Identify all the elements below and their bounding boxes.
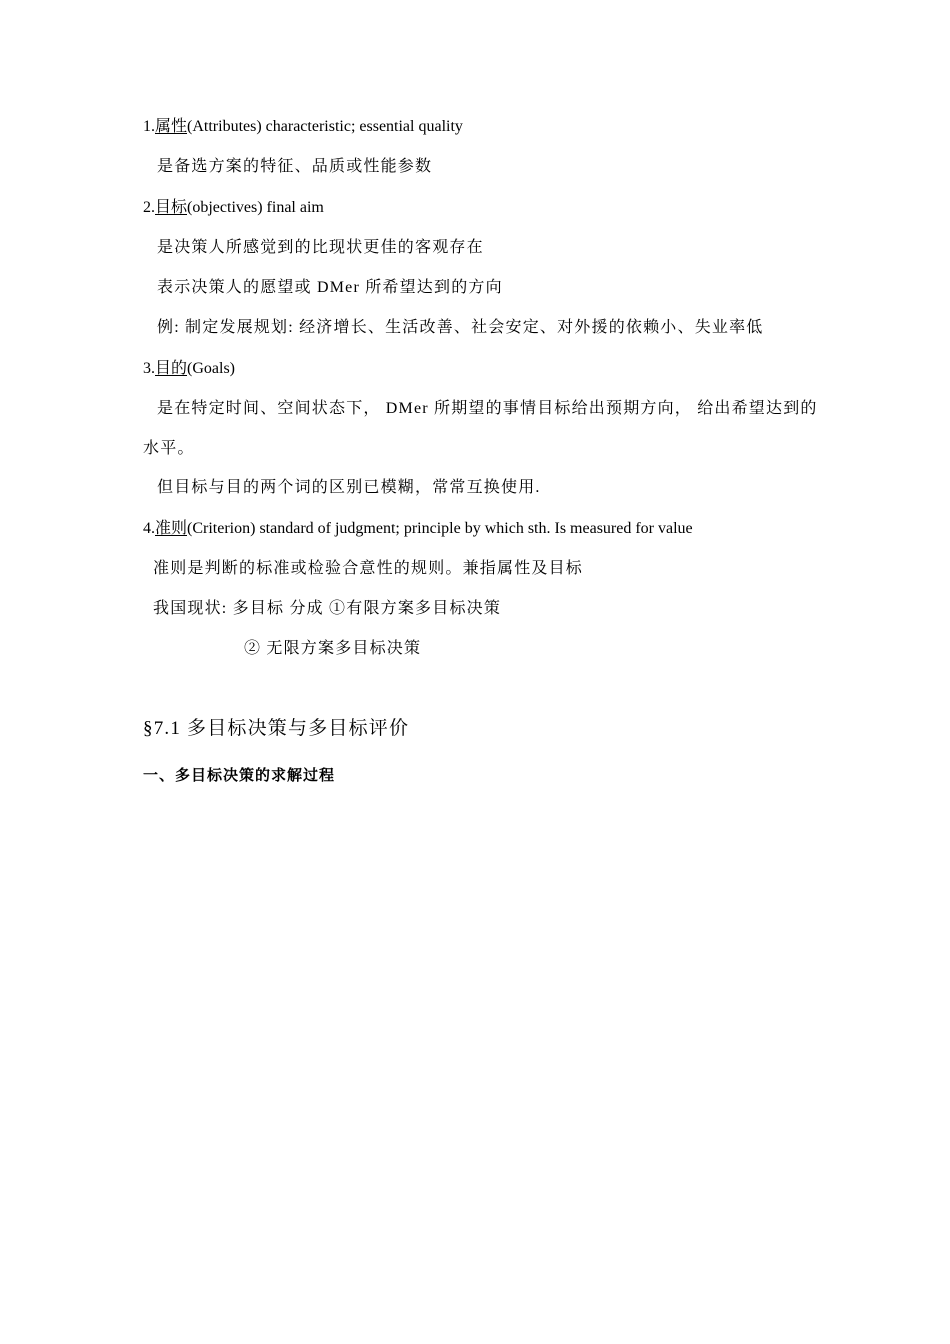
term-4-line-3: ② 无限方案多目标决策: [244, 640, 422, 657]
term-1-term: 属性: [155, 118, 188, 135]
term-2-english: (objectives) final aim: [187, 199, 324, 216]
term-4-number: 4.: [143, 520, 155, 537]
term-4-line-1: 准则是判断的标准或检验合意性的规则。兼指属性及目标: [153, 560, 584, 577]
term-1-line-1: 是备选方案的特征、品质或性能参数: [157, 158, 433, 175]
subsection-heading: 一、多目标决策的求解过程: [143, 766, 336, 784]
term-1-heading: [143, 117, 463, 137]
term-4-term: 准则: [155, 520, 188, 537]
term-2-term: 目标: [155, 199, 188, 216]
term-3-line-3: 但目标与目的两个词的区别已模糊，常常互换使用.: [157, 479, 541, 496]
term-3-term: 目的: [155, 360, 188, 377]
term-3-line-1: 是在特定时间、空间状态下， DMer 所期望的事情目标给出预期方向， 给出希望达到的: [157, 400, 818, 417]
section-heading: §7.1 多目标决策与多目标评价: [143, 718, 410, 739]
term-2-line-3: 例: 制定发展规划: 经济增长、生活改善、社会安定、对外援的依赖小、失业率低: [157, 319, 764, 336]
term-1-english: (Attributes) characteristic; essential quality: [187, 118, 463, 135]
term-1-number: 1.: [143, 118, 155, 135]
term-2-number: 2.: [143, 199, 155, 216]
term-4-line-2: 我国现状: 多目标 分成 ①有限方案多目标决策: [153, 600, 502, 617]
term-4-heading: [143, 519, 693, 539]
term-3-heading: [143, 359, 235, 379]
term-2-line-2: 表示决策人的愿望或 DMer 所希望达到的方向: [157, 279, 503, 296]
term-3-english: (Goals): [187, 360, 235, 377]
term-3-number: 3.: [143, 360, 155, 377]
term-2-heading: [143, 198, 324, 218]
term-4-english: (Criterion) standard of judgment; principle by which sth. Is measured for value: [187, 520, 693, 537]
term-2-line-1: 是决策人所感觉到的比现状更佳的客观存在: [157, 239, 484, 256]
term-3-line-2: 水平。: [143, 440, 195, 457]
